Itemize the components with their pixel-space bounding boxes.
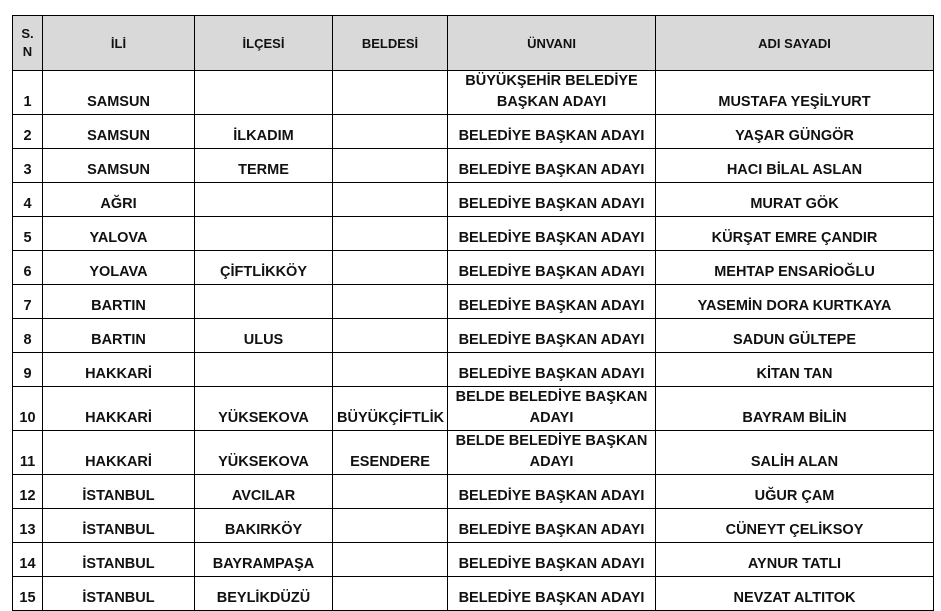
cell-belde <box>333 509 448 543</box>
cell-unvan: BELEDİYE BAŞKAN ADAYI <box>448 353 656 387</box>
table-row <box>13 543 934 577</box>
cell-ad: UĞUR ÇAM <box>656 475 934 509</box>
cell-il: AĞRI <box>43 183 195 217</box>
cell-unvan: BELEDİYE BAŞKAN ADAYI <box>448 251 656 285</box>
cell-sn: 6 <box>13 251 43 285</box>
cell-sn: 8 <box>13 319 43 353</box>
cell-unvan: BELDE BELEDİYE BAŞKAN ADAYI <box>448 431 656 475</box>
cell-belde <box>333 285 448 319</box>
cell-sn: 3 <box>13 149 43 183</box>
table-row <box>13 387 934 431</box>
cell-il: İSTANBUL <box>43 475 195 509</box>
header-sn: S. N <box>13 16 43 71</box>
cell-sn: 14 <box>13 543 43 577</box>
cell-ad: SADUN GÜLTEPE <box>656 319 934 353</box>
candidates-table <box>12 15 934 611</box>
table-body <box>13 71 934 611</box>
cell-unvan: BELEDİYE BAŞKAN ADAYI <box>448 543 656 577</box>
cell-il: HAKKARİ <box>43 353 195 387</box>
cell-ilce <box>195 183 333 217</box>
cell-unvan: BELEDİYE BAŞKAN ADAYI <box>448 115 656 149</box>
cell-belde <box>333 475 448 509</box>
cell-sn: 1 <box>13 71 43 115</box>
cell-ilce <box>195 71 333 115</box>
table-row <box>13 509 934 543</box>
cell-ilce: BEYLİKDÜZÜ <box>195 577 333 611</box>
cell-il: İSTANBUL <box>43 577 195 611</box>
cell-ad: KİTAN TAN <box>656 353 934 387</box>
cell-ad: MURAT GÖK <box>656 183 934 217</box>
cell-belde <box>333 115 448 149</box>
header-belde: BELDESİ <box>333 16 448 71</box>
cell-ad: YAŞAR GÜNGÖR <box>656 115 934 149</box>
cell-belde <box>333 183 448 217</box>
cell-belde: BÜYÜKÇİFTLİK <box>333 387 448 431</box>
cell-ad: BAYRAM BİLİN <box>656 387 934 431</box>
cell-ad: AYNUR TATLI <box>656 543 934 577</box>
cell-sn: 11 <box>13 431 43 475</box>
cell-ilce: ÇİFTLİKKÖY <box>195 251 333 285</box>
cell-sn: 5 <box>13 217 43 251</box>
cell-unvan: BELEDİYE BAŞKAN ADAYI <box>448 509 656 543</box>
cell-belde <box>333 543 448 577</box>
cell-ad: CÜNEYT ÇELİKSOY <box>656 509 934 543</box>
cell-il: BARTIN <box>43 319 195 353</box>
cell-il: BARTIN <box>43 285 195 319</box>
cell-unvan: BELDE BELEDİYE BAŞKAN ADAYI <box>448 387 656 431</box>
cell-belde <box>333 71 448 115</box>
cell-il: SAMSUN <box>43 149 195 183</box>
cell-sn: 12 <box>13 475 43 509</box>
cell-belde: ESENDERE <box>333 431 448 475</box>
cell-sn: 4 <box>13 183 43 217</box>
cell-il: YALOVA <box>43 217 195 251</box>
table-row <box>13 431 934 475</box>
header-unvan: ÜNVANI <box>448 16 656 71</box>
cell-belde <box>333 577 448 611</box>
cell-sn: 7 <box>13 285 43 319</box>
cell-unvan: BELEDİYE BAŞKAN ADAYI <box>448 217 656 251</box>
cell-il: SAMSUN <box>43 115 195 149</box>
cell-ad: KÜRŞAT EMRE ÇANDIR <box>656 217 934 251</box>
cell-il: YOLAVA <box>43 251 195 285</box>
table-row <box>13 285 934 319</box>
cell-ilce: AVCILAR <box>195 475 333 509</box>
cell-ilce <box>195 285 333 319</box>
cell-ad: HACI BİLAL ASLAN <box>656 149 934 183</box>
cell-belde <box>333 353 448 387</box>
cell-ilce: TERME <box>195 149 333 183</box>
header-il: İLİ <box>43 16 195 71</box>
table-row <box>13 217 934 251</box>
cell-sn: 9 <box>13 353 43 387</box>
cell-sn: 15 <box>13 577 43 611</box>
header-row <box>13 16 934 71</box>
cell-ilce: YÜKSEKOVA <box>195 431 333 475</box>
table-row <box>13 319 934 353</box>
cell-ilce: YÜKSEKOVA <box>195 387 333 431</box>
cell-sn: 2 <box>13 115 43 149</box>
cell-ilce: İLKADIM <box>195 115 333 149</box>
cell-il: HAKKARİ <box>43 387 195 431</box>
cell-belde <box>333 217 448 251</box>
cell-ilce <box>195 353 333 387</box>
cell-il: SAMSUN <box>43 71 195 115</box>
cell-il: İSTANBUL <box>43 509 195 543</box>
cell-sn: 10 <box>13 387 43 431</box>
table-row <box>13 183 934 217</box>
cell-ilce <box>195 217 333 251</box>
cell-ad: NEVZAT ALTITOK <box>656 577 934 611</box>
cell-il: HAKKARİ <box>43 431 195 475</box>
cell-unvan: BELEDİYE BAŞKAN ADAYI <box>448 149 656 183</box>
cell-ilce: BAYRAMPAŞA <box>195 543 333 577</box>
cell-ilce: ULUS <box>195 319 333 353</box>
header-ilce: İLÇESİ <box>195 16 333 71</box>
table-row <box>13 71 934 115</box>
table-row <box>13 353 934 387</box>
table-row <box>13 577 934 611</box>
cell-unvan: BELEDİYE BAŞKAN ADAYI <box>448 475 656 509</box>
cell-sn: 13 <box>13 509 43 543</box>
cell-ad: YASEMİN DORA KURTKAYA <box>656 285 934 319</box>
header-ad: ADI SAYADI <box>656 16 934 71</box>
cell-ilce: BAKIRKÖY <box>195 509 333 543</box>
table-row <box>13 149 934 183</box>
cell-belde <box>333 251 448 285</box>
cell-unvan: BELEDİYE BAŞKAN ADAYI <box>448 319 656 353</box>
cell-unvan: BELEDİYE BAŞKAN ADAYI <box>448 577 656 611</box>
cell-belde <box>333 319 448 353</box>
table-row <box>13 251 934 285</box>
table-row <box>13 475 934 509</box>
cell-ad: MUSTAFA YEŞİLYURT <box>656 71 934 115</box>
cell-il: İSTANBUL <box>43 543 195 577</box>
cell-belde <box>333 149 448 183</box>
cell-unvan: BELEDİYE BAŞKAN ADAYI <box>448 285 656 319</box>
cell-ad: SALİH ALAN <box>656 431 934 475</box>
cell-unvan: BELEDİYE BAŞKAN ADAYI <box>448 183 656 217</box>
cell-unvan: BÜYÜKŞEHİR BELEDİYE BAŞKAN ADAYI <box>448 71 656 115</box>
cell-ad: MEHTAP ENSARİOĞLU <box>656 251 934 285</box>
table-row <box>13 115 934 149</box>
